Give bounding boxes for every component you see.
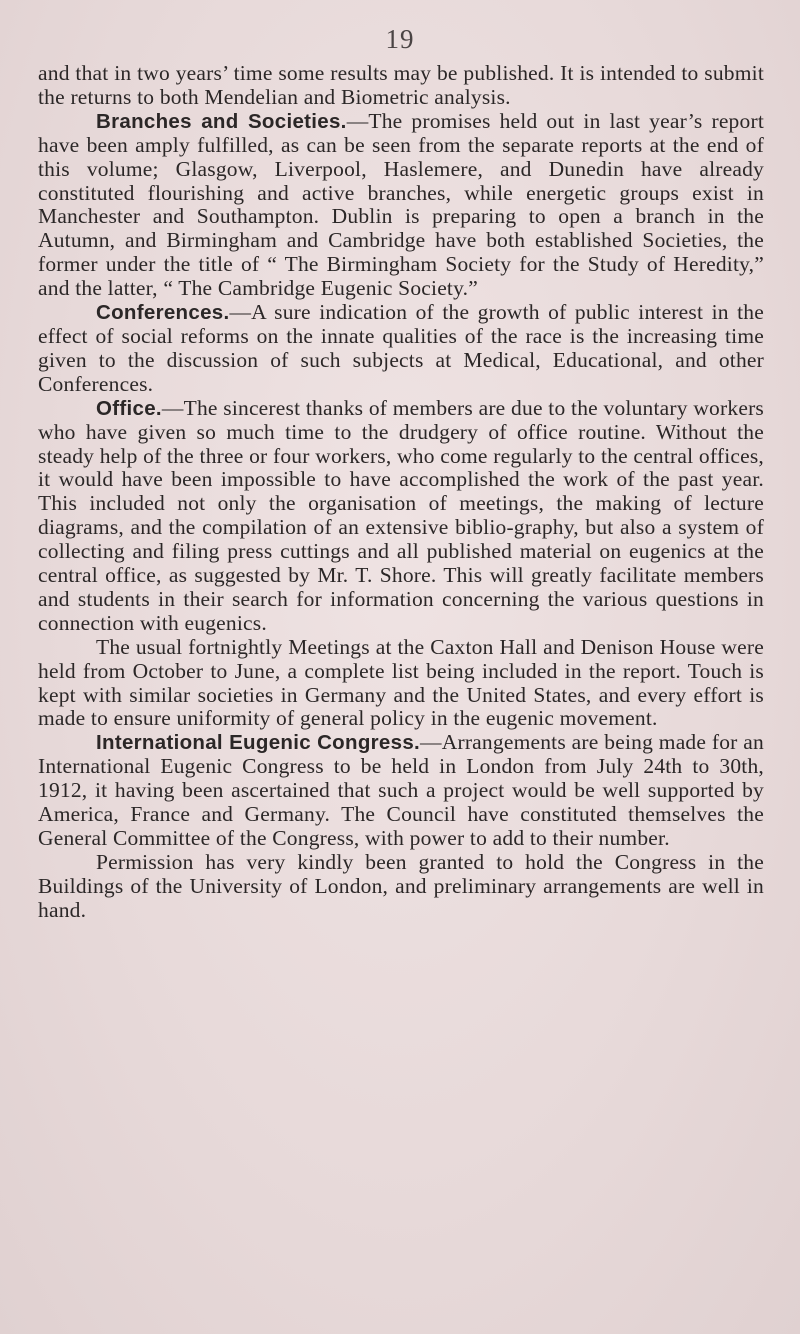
paragraph-text: and that in two years’ time some results may be published. It is intended to submit the returns to both Mendelian and Biometric analysis. — [38, 61, 764, 109]
paragraph-office — [38, 397, 764, 636]
paragraph-text: —The promises held out in last year’s report have been amply fulfilled, as can be seen from the separate reports at the end of this volume; Glasgow, Liverpool, Haslemere, and Dunedin have already constituted flourishing and active branches, while energetic groups exist in Manchester and Southampton. Dublin is preparing to open a branch in the Autumn, and Birmingham and Cambridge have both established Societies, the former under the title of “ The Birmingham Society for the Study of Heredity,” and the latter, “ The Cambridge Eugenic Society.” — [38, 108, 764, 301]
page-number: 19 — [385, 24, 415, 54]
paragraph-conferences — [38, 301, 764, 397]
section-heading: Office. — [96, 396, 162, 420]
section-heading: Conferences. — [96, 301, 230, 325]
paragraph-text: Permission has very kindly been granted to hold the Congress in the Buildings of the University of London, and preliminary arrangements are well in hand. — [38, 849, 764, 922]
paragraph-branches-and-societies — [38, 110, 764, 301]
paragraph-text: The usual fortnightly Meetings at the Caxton Hall and Denison House were held from October to June, a complete list being included in the report. Touch is kept with similar societies in Germany and the United States, and every effort is made to ensure uniformity of general policy in the eugenic movement. — [38, 634, 764, 731]
section-heading: International Eugenic Congress. — [96, 731, 421, 755]
paragraph-meetings — [38, 636, 764, 732]
paragraph-continuation — [38, 62, 764, 110]
paragraph-text: —A sure indication of the growth of public interest in the effect of social reforms on the innate qualities of the race is the increasing time given to the discussion of such subjects at Medical, Educational, and other Conferences. — [38, 300, 764, 396]
section-heading: Branches and Societies. — [96, 109, 347, 133]
paragraph-permission — [38, 851, 764, 923]
body-text — [38, 62, 764, 923]
paragraph-text: —The sincerest thanks of members are due to the voluntary workers who have given so much time to the drudgery of office routine. Without the steady help of the three or four workers, who come regularly to the central offices, it would have been impossible to have accomplished the work of the past year. This included not only the organisation of meetings, the making of lecture diagrams, and the compilation of an extensive biblio-graphy, but also a system of collecting and filing press cuttings and all published material on eugenics at the central office, as suggested by Mr. T. Shore. This will greatly facilitate members and students in their search for information concerning the various questions in connection with eugenics. — [38, 395, 764, 635]
paragraph-text: —Arrangements are being made for an International Eugenic Congress to be held in London from July 24th to 30th, 1912, it having been ascertained that such a project would be well supported by America, France and Germany. The Council have constituted themselves the General Committee of the Congress, with power to add to their number. — [38, 730, 764, 850]
paragraph-international-congress — [38, 731, 764, 851]
